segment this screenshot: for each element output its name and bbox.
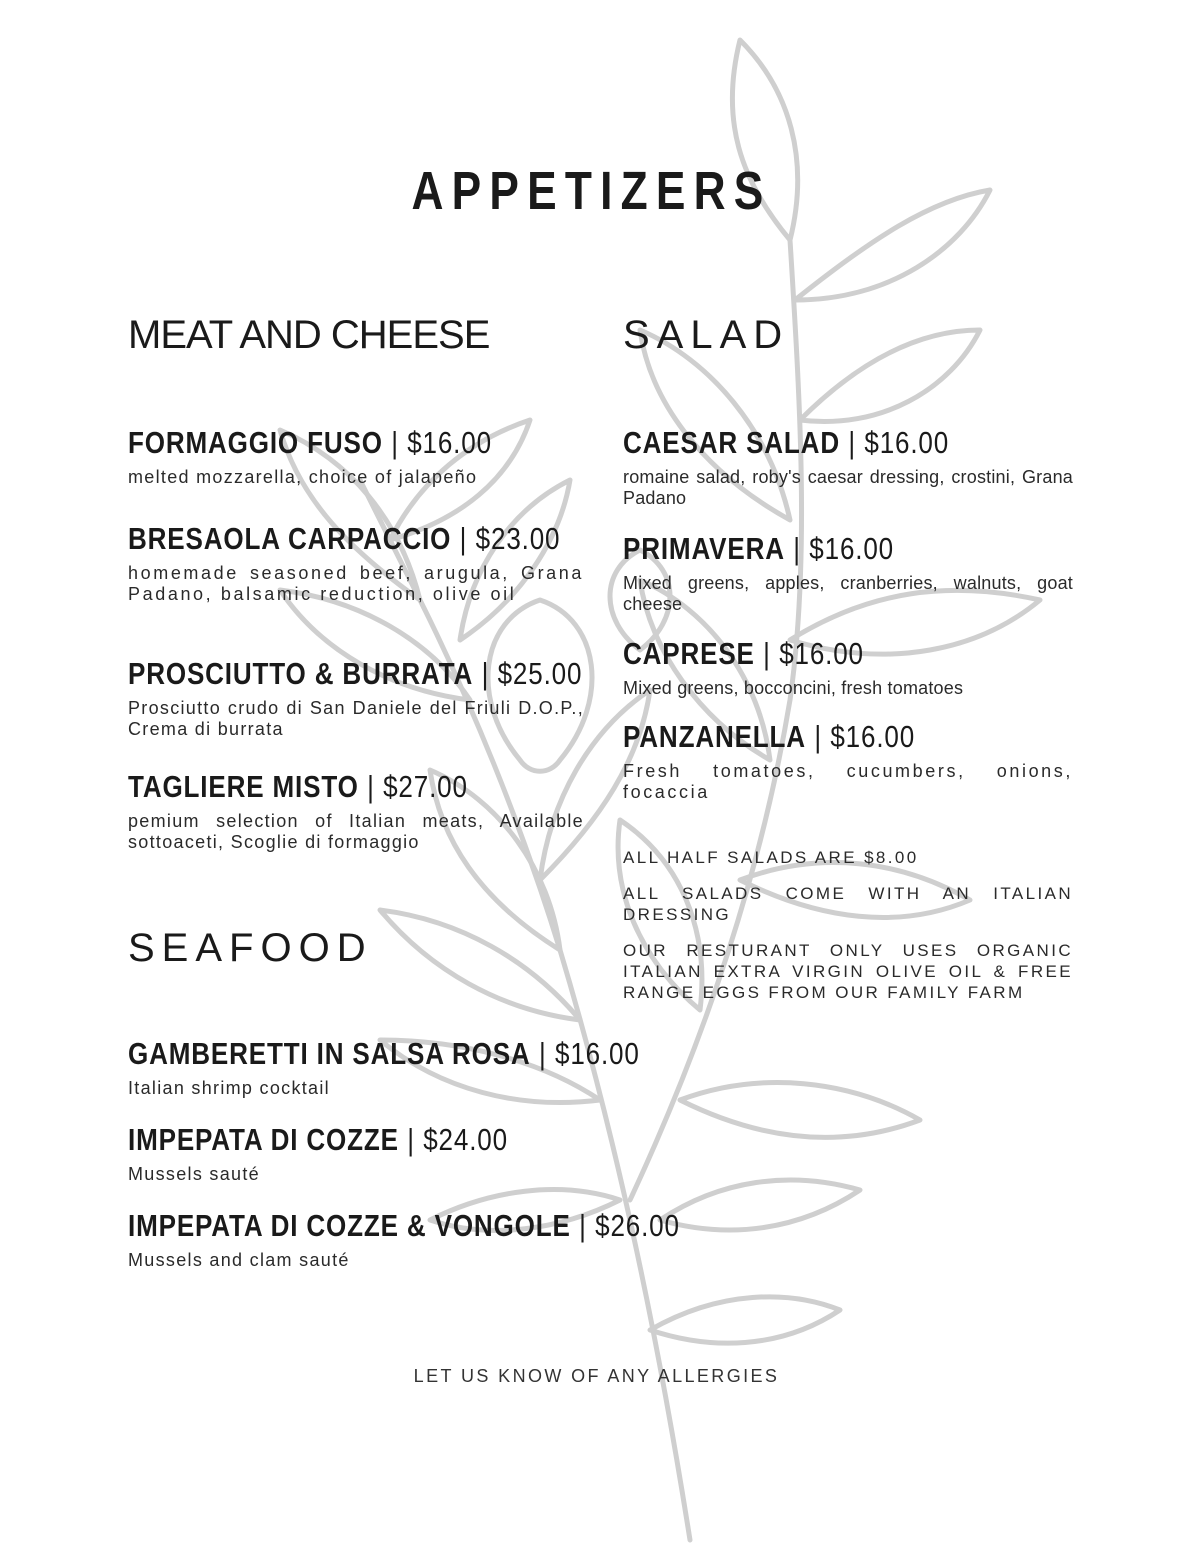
item-name: PANZANELLA — [623, 719, 806, 754]
item-name: TAGLIERE MISTO — [128, 769, 359, 804]
item-heading — [128, 521, 561, 557]
item-price: $25.00 — [497, 656, 583, 691]
salad-note: ALL SALADS COME WITH AN ITALIAN DRESSING — [623, 884, 1073, 924]
item-description: Mussels sauté — [128, 1164, 260, 1184]
separator: | — [538, 1036, 547, 1071]
item-heading — [623, 719, 1001, 755]
separator: | — [579, 1208, 587, 1243]
item-name: IMPEPATA DI COZZE — [128, 1122, 399, 1157]
menu-item — [128, 769, 584, 853]
item-price: $27.00 — [383, 769, 468, 804]
menu-item — [623, 636, 1073, 699]
menu-item — [623, 425, 1073, 509]
item-name: BRESAOLA CARPACCIO — [128, 521, 452, 556]
menu-item — [128, 521, 584, 605]
menu-item — [128, 1036, 640, 1099]
item-description: Italian shrimp cocktail — [128, 1078, 330, 1098]
item-price: $26.00 — [595, 1208, 680, 1243]
item-description: Fresh tomatoes, cucumbers, onions, focaccia — [623, 761, 1073, 802]
item-description: pemium selection of Italian meats, Available sottoaceti, Scoglie di formaggio — [128, 811, 584, 852]
item-price: $16.00 — [809, 531, 894, 566]
page-title: APPETIZERS — [411, 161, 772, 221]
separator: | — [407, 1122, 415, 1157]
item-name: IMPEPATA DI COZZE & VONGOLE — [128, 1208, 571, 1243]
item-name: CAESAR SALAD — [623, 425, 840, 460]
item-name: FORMAGGIO FUSO — [128, 425, 383, 460]
separator: | — [763, 636, 771, 671]
item-heading — [128, 1122, 511, 1158]
item-price: $24.00 — [423, 1122, 508, 1157]
menu-item — [128, 425, 584, 488]
item-description: melted mozzarella, choice of jalapeño — [128, 467, 478, 487]
section-title-salad: SALAD — [623, 313, 790, 357]
item-price: $16.00 — [554, 1036, 640, 1071]
item-name: PROSCIUTTO & BURRATA — [128, 656, 474, 691]
item-name: PRIMAVERA — [623, 531, 785, 566]
allergy-notice: LET US KNOW OF ANY ALLERGIES — [413, 1366, 780, 1386]
item-price: $16.00 — [830, 719, 916, 754]
item-heading — [623, 531, 1001, 567]
item-description: Mixed greens, apples, cranberries, walnuts, goat cheese — [623, 573, 1073, 614]
section-title-seafood: SEAFOOD — [128, 926, 373, 970]
item-heading — [128, 656, 583, 692]
item-price: $16.00 — [779, 636, 864, 671]
item-name: CAPRESE — [623, 636, 755, 671]
item-description: Mixed greens, bocconcini, fresh tomatoes — [623, 678, 964, 698]
separator: | — [814, 719, 822, 754]
item-heading — [623, 636, 1001, 672]
salad-note: OUR RESTURANT ONLY USES ORGANIC ITALIAN EXTRA VIRGIN OLIVE OIL & FREE RANGE EGGS FROM OUR FAMILY FARM — [623, 941, 1073, 1002]
item-name: GAMBERETTI IN SALSA ROSA — [128, 1036, 531, 1071]
separator: | — [481, 656, 490, 691]
menu-item — [623, 719, 1073, 803]
item-heading — [623, 425, 1001, 461]
separator: | — [793, 531, 801, 566]
section-title-meat-cheese: MEAT AND CHEESE — [128, 313, 490, 357]
salad-note: ALL HALF SALADS ARE $8.00 — [623, 848, 919, 867]
menu-item — [128, 656, 584, 740]
item-price: $16.00 — [864, 425, 950, 460]
menu-item — [623, 531, 1073, 615]
separator: | — [848, 425, 856, 460]
item-heading — [128, 769, 511, 805]
item-description: romaine salad, roby's caesar dressing, crostini, Grana Padano — [623, 467, 1073, 508]
item-description: Prosciutto crudo di San Daniele del Friuli D.O.P., Crema di burrata — [128, 698, 584, 739]
item-description: Mussels and clam sauté — [128, 1250, 350, 1270]
separator: | — [459, 521, 468, 556]
item-price: $16.00 — [407, 425, 492, 460]
menu-item — [128, 1208, 680, 1271]
item-heading — [128, 1036, 640, 1072]
item-heading — [128, 425, 511, 461]
separator: | — [391, 425, 399, 460]
item-description: homemade seasoned beef, arugula, Grana Padano, balsamic reduction, olive oil — [128, 563, 584, 604]
separator: | — [367, 769, 375, 804]
item-price: $23.00 — [475, 521, 561, 556]
menu-item — [128, 1122, 584, 1185]
item-heading — [128, 1208, 680, 1244]
